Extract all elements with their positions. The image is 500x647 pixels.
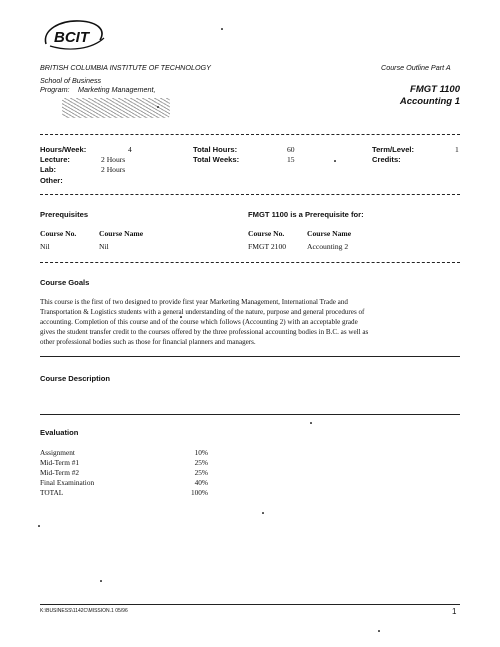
evaluation-item-label: Mid-Term #1 bbox=[40, 458, 80, 467]
total-hours-label: Total Hours: bbox=[193, 145, 238, 154]
prereq-row-course-no: Nil bbox=[40, 242, 50, 251]
evaluation-item-label: Mid-Term #2 bbox=[40, 468, 80, 477]
page-number: 1 bbox=[452, 607, 457, 616]
credits-label: Credits: bbox=[372, 155, 401, 164]
document-type: Course Outline Part A bbox=[381, 63, 451, 72]
evaluation-row bbox=[40, 488, 210, 498]
evaluation-item-value: 10% bbox=[194, 448, 208, 457]
goals-line: Transportation & Logistics students with a general understanding of the nature, purpose and general procedures of bbox=[40, 308, 365, 316]
footer-rule bbox=[40, 604, 460, 605]
scan-speck bbox=[100, 580, 102, 582]
postreq-col-course-name: Course Name bbox=[307, 229, 352, 238]
scanned-smudge bbox=[62, 98, 170, 118]
divider bbox=[40, 194, 460, 195]
scan-speck bbox=[157, 106, 159, 108]
divider bbox=[40, 414, 460, 415]
scan-speck bbox=[262, 512, 264, 514]
program-value: Marketing Management, bbox=[78, 85, 156, 94]
prereq-col-course-name: Course Name bbox=[99, 229, 144, 238]
total-weeks-value: 15 bbox=[287, 155, 295, 164]
goals-line: gives the student transfer credit to the courses offered by the three professional accounting bodies in B.C. as well as bbox=[40, 328, 369, 336]
term-level-value: 1 bbox=[455, 145, 459, 154]
scan-speck bbox=[38, 525, 40, 527]
goals-line: other professional bodies such as those for financial planners and managers. bbox=[40, 338, 256, 346]
lecture-value: 2 Hours bbox=[101, 155, 126, 164]
lecture-label: Lecture: bbox=[40, 155, 70, 164]
evaluation-item-label: Final Examination bbox=[40, 478, 95, 487]
divider bbox=[40, 262, 460, 263]
divider bbox=[40, 356, 460, 357]
hours-week-value: 4 bbox=[128, 145, 132, 154]
scan-speck bbox=[221, 28, 223, 30]
evaluation-row bbox=[40, 448, 210, 458]
total-hours-value: 60 bbox=[287, 145, 295, 154]
institute-name: BRITISH COLUMBIA INSTITUTE OF TECHNOLOGY bbox=[40, 63, 211, 72]
footer-file-ref: K:\BUSINESS\1142C\MISSION.1 05/96 bbox=[40, 608, 128, 614]
hours-week-label: Hours/Week: bbox=[40, 145, 87, 154]
course-goals-text bbox=[40, 297, 465, 347]
bcit-logo bbox=[40, 16, 110, 54]
course-code: FMGT 1100 bbox=[410, 84, 460, 95]
svg-text:BCIT: BCIT bbox=[54, 29, 89, 46]
evaluation-item-value: 40% bbox=[194, 478, 208, 487]
postreq-row-course-no: FMGT 2100 bbox=[248, 242, 287, 251]
scan-speck bbox=[180, 316, 182, 318]
prerequisites-heading: Prerequisites bbox=[40, 210, 89, 219]
scan-speck bbox=[310, 422, 312, 424]
program-label: Program: bbox=[40, 85, 70, 94]
goals-line: accounting. Completion of this course and of the course which follows (Accounting 2) with an acceptable grade bbox=[40, 318, 358, 326]
school-name: School of Business bbox=[40, 76, 102, 85]
scan-speck bbox=[334, 160, 336, 162]
divider bbox=[40, 134, 460, 135]
evaluation-table bbox=[40, 448, 210, 498]
prereq-col-course-no: Course No. bbox=[40, 229, 77, 238]
postreq-col-course-no: Course No. bbox=[248, 229, 285, 238]
evaluation-item-label: Assignment bbox=[40, 448, 75, 457]
is-prerequisite-heading: FMGT 1100 is a Prerequisite for: bbox=[248, 210, 364, 219]
evaluation-row bbox=[40, 478, 210, 488]
course-title: Accounting 1 bbox=[399, 96, 460, 107]
other-label: Other: bbox=[40, 176, 63, 185]
evaluation-item-value: 100% bbox=[190, 488, 208, 497]
scan-speck bbox=[378, 630, 380, 632]
goals-line: This course is the first of two designed to provide first year Marketing Management, International Trade and bbox=[40, 298, 348, 306]
prereq-row-course-name: Nil bbox=[99, 242, 109, 251]
evaluation-row bbox=[40, 468, 210, 478]
lab-value: 2 Hours bbox=[101, 165, 126, 174]
course-goals-heading: Course Goals bbox=[40, 278, 90, 287]
evaluation-heading: Evaluation bbox=[40, 428, 79, 437]
course-description-heading: Course Description bbox=[40, 374, 111, 383]
evaluation-row bbox=[40, 458, 210, 468]
evaluation-item-value: 25% bbox=[194, 458, 208, 467]
postreq-row-course-name: Accounting 2 bbox=[307, 242, 349, 251]
total-weeks-label: Total Weeks: bbox=[193, 155, 240, 164]
term-level-label: Term/Level: bbox=[372, 145, 415, 154]
evaluation-item-value: 25% bbox=[194, 468, 208, 477]
lab-label: Lab: bbox=[40, 165, 57, 174]
evaluation-item-label: TOTAL bbox=[40, 488, 64, 497]
